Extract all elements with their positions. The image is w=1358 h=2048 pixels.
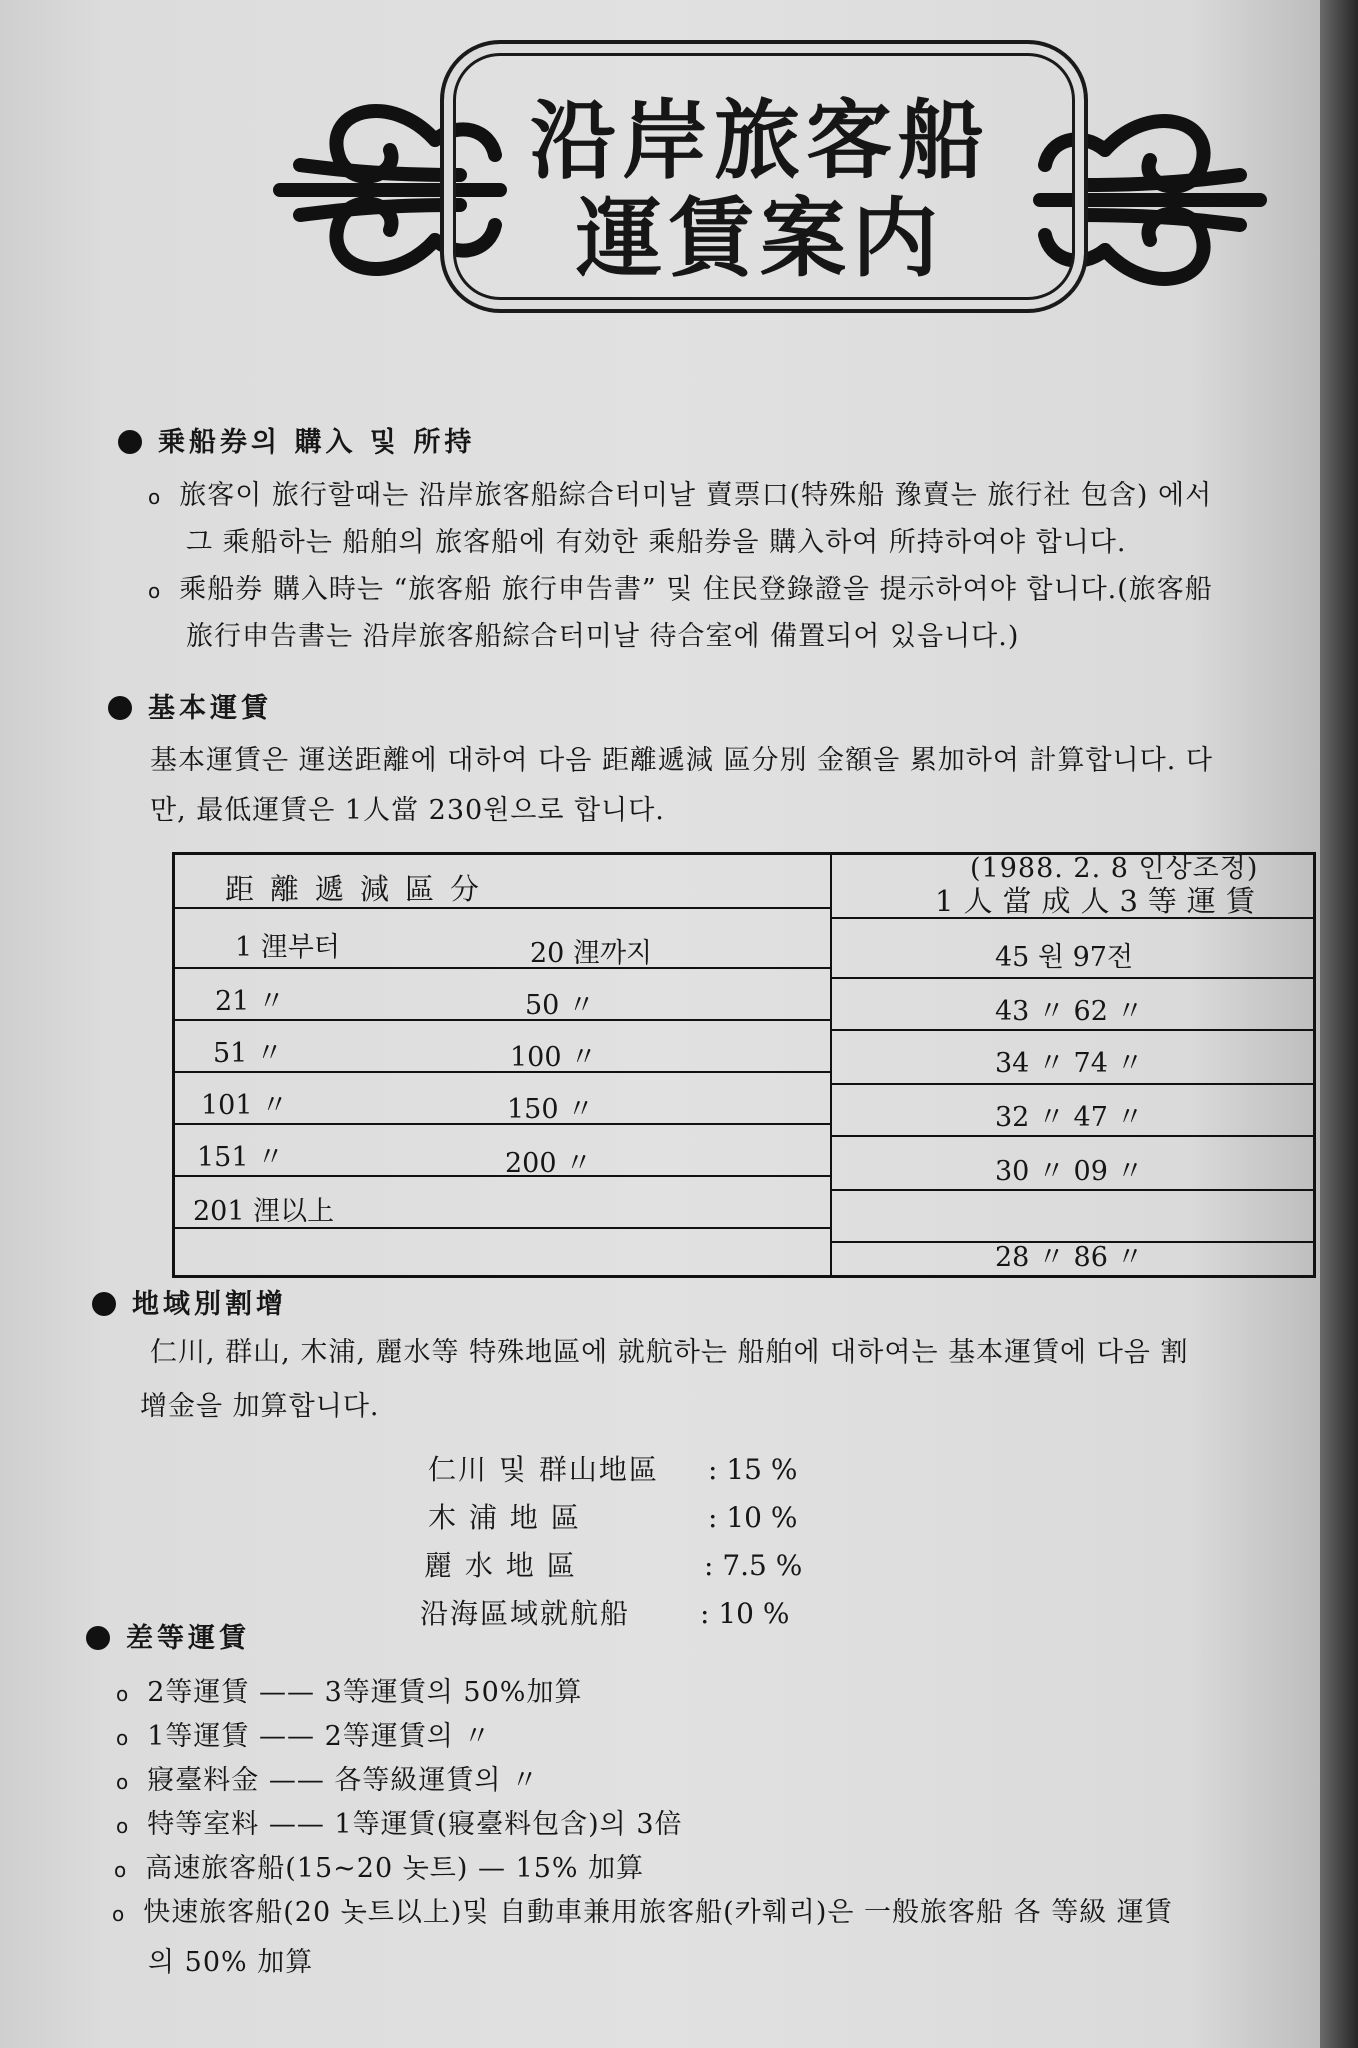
table-row-to: 100 〃 [510, 1042, 598, 1073]
table-row-from: 1 浬부터 [235, 932, 340, 963]
circle-bullet-icon: o [148, 485, 162, 509]
circle-bullet-icon: o [148, 579, 162, 603]
circle-bullet-icon: o [114, 1858, 128, 1882]
class-line: o 快速旅客船(20 놋트以上)및 自動車兼用旅客船(카훼리)은 一般旅客船 各 等級 運賃 [112, 1897, 1173, 1928]
class-line-continued: 의 50% 加算 [148, 1947, 314, 1978]
table-row-to: 50 〃 [525, 990, 595, 1021]
basic-line-2: 만, 最低運賃은 1人當 230원으로 합니다. [150, 795, 665, 826]
table-fare-cell: 34 〃 74 〃 [995, 1048, 1144, 1079]
regional-rate-row: 麗 水 地 區 : 7.5 % [424, 1549, 803, 1582]
table-row-from: 151 〃 [197, 1142, 285, 1173]
purchase-line-1: o 旅客이 旅行할때는 沿岸旅客船綜合터미날 賣票口(特殊船 豫賣는 旅行社 包含) 에서 [148, 480, 1213, 511]
bullet-icon [86, 1626, 110, 1650]
table-row-from: 51 〃 [213, 1038, 283, 1069]
table-header-distance: 距離遞減區分 [225, 872, 496, 906]
circle-bullet-icon: o [116, 1682, 130, 1706]
table-row-to: 150 〃 [507, 1094, 595, 1125]
circle-bullet-icon: o [116, 1770, 130, 1794]
basic-line-1: 基本運賃은 運送距離에 대하여 다음 距離遞減 區分別 金額을 累加하여 計算합니다. 다 [150, 745, 1213, 776]
bullet-icon [92, 1292, 116, 1316]
class-line: o 1等運賃 —— 2等運賃의 〃 [116, 1721, 492, 1752]
circle-bullet-icon: o [116, 1814, 130, 1838]
class-line: o 高速旅客船(15~20 놋트) — 15% 加算 [114, 1853, 645, 1884]
page-title-line2: 運賃案内 [576, 188, 944, 289]
class-line: o 2等運賃 —— 3等運賃의 50%加算 [116, 1677, 583, 1708]
purchase-line-4: 旅行申告書는 沿岸旅客船綜合터미날 待合室에 備置되어 있읍니다.) [186, 621, 1020, 652]
section-heading-purchase: 乗船券의 購入 및 所持 [118, 420, 475, 459]
table-row-to: 200 〃 [505, 1148, 593, 1179]
table-header-fare: 1人當成人3等運賃 [935, 884, 1265, 918]
table-fare-cell: 45 원 97전 [995, 942, 1134, 973]
table-fare-cell: 30 〃 09 〃 [995, 1156, 1144, 1187]
bullet-icon [118, 430, 142, 454]
regional-line-2: 增金을 加算합니다. [140, 1391, 380, 1422]
table-row-from: 21 〃 [215, 986, 285, 1017]
table-fare-cell: 43 〃 62 〃 [995, 996, 1144, 1027]
regional-rate-row: 沿海區域就航船 : 10 % [420, 1597, 790, 1630]
circle-bullet-icon: o [112, 1902, 126, 1926]
table-row-from: 101 〃 [201, 1090, 289, 1121]
purchase-line-2: 그 乘船하는 船舶의 旅客船에 有効한 乘船券을 購入하여 所持하여야 합니다. [186, 527, 1127, 558]
fare-table [172, 852, 1316, 1278]
circle-bullet-icon: o [116, 1726, 130, 1750]
book-gutter [1320, 0, 1358, 2048]
page-title-line1: 沿岸旅客船 [530, 90, 990, 191]
section-heading-basic: 基本運賃 [108, 686, 272, 725]
table-fare-cell: 28 〃 86 〃 [995, 1242, 1144, 1273]
purchase-line-3: o 乘船券 購入時는 “旅客船 旅行申告書” 및 住民登錄證을 提示하여야 합니다.(旅客船 [148, 574, 1213, 605]
section-heading-class: 差等運賃 [86, 1616, 250, 1655]
revision-note: (1988. 2. 8 인상조정) [970, 853, 1259, 884]
table-row-from: 201 浬以上 [193, 1196, 335, 1227]
section-heading-regional: 地域別割增 [92, 1282, 287, 1321]
regional-line-1: 仁川, 群山, 木浦, 麗水等 特殊地區에 就航하는 船舶에 대하여는 基本運賃에 다음 割 [150, 1337, 1189, 1368]
regional-rate-row: 木 浦 地 區 : 10 % [428, 1501, 798, 1534]
class-line: o 寢臺料金 —— 各等級運賃의 〃 [116, 1765, 540, 1796]
bullet-icon [108, 696, 132, 720]
table-fare-cell: 32 〃 47 〃 [995, 1102, 1144, 1133]
table-row-to: 20 浬까지 [530, 938, 653, 969]
regional-rate-row: 仁川 및 群山地區 : 15 % [428, 1453, 798, 1486]
class-line: o 特等室料 —— 1等運賃(寢臺料包含)의 3倍 [116, 1809, 683, 1840]
